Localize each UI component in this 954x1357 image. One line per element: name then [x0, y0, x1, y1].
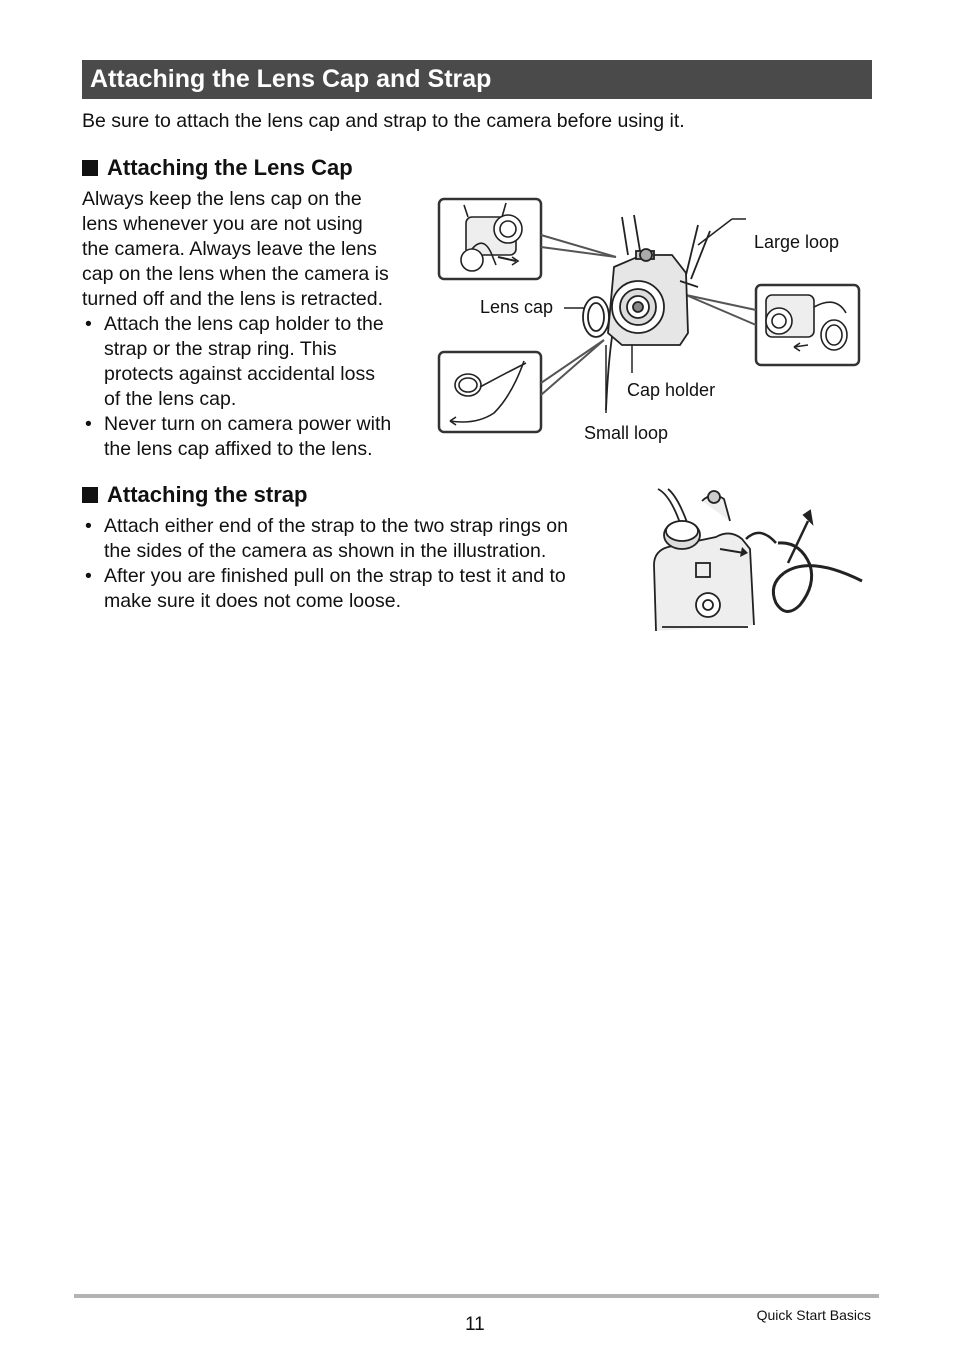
- bullet-line: • Never turn on camera power with: [104, 413, 392, 435]
- callout-cap-holder: Cap holder: [627, 380, 716, 400]
- bullet-line: • Attach the lens cap holder to the: [104, 313, 384, 335]
- bullet-line: • After you are finished pull on the strap to test it and to: [104, 565, 566, 587]
- page-number: 11: [465, 1314, 485, 1335]
- strap-bullets: [82, 514, 568, 614]
- section-title-bar: [82, 60, 872, 99]
- paragraph-line: cap on the lens when the camera is: [82, 263, 389, 285]
- square-bullet-icon: [82, 487, 98, 503]
- square-bullet-icon: [82, 160, 98, 176]
- list-item: [82, 312, 391, 412]
- bullet-line: the lens cap affixed to the lens.: [104, 438, 373, 460]
- paragraph-line: lens whenever you are not using: [82, 213, 363, 235]
- lens-cap-paragraph: [82, 187, 389, 312]
- callout-small-loop: Small loop: [584, 423, 669, 443]
- strap-heading: [82, 482, 307, 508]
- lens-cap-heading-text: Attaching the Lens Cap: [107, 155, 353, 180]
- bullet-line: strap or the strap ring. This: [104, 338, 337, 360]
- intro-text: Be sure to attach the lens cap and strap to the camera before using it.: [82, 110, 685, 132]
- callout-large-loop: Large loop: [754, 232, 840, 252]
- list-item: [82, 412, 391, 462]
- bullet-line: • Attach either end of the strap to the two strap rings on: [104, 515, 568, 537]
- footer-section-label: Quick Start Basics: [756, 1307, 871, 1323]
- paragraph-line: the camera. Always leave the lens: [82, 238, 377, 260]
- bullet-line: make sure it does not come loose.: [104, 590, 401, 612]
- footer-rule: [74, 1294, 879, 1298]
- strap-heading-text: Attaching the strap: [107, 482, 308, 507]
- list-item: [82, 514, 568, 564]
- list-item: [82, 564, 568, 614]
- callout-lens-cap: Lens cap: [480, 297, 554, 317]
- bullet-line: of the lens cap.: [104, 388, 237, 410]
- lens-cap-bullets: [82, 312, 391, 462]
- paragraph-line: turned off and the lens is retracted.: [82, 288, 383, 310]
- bullet-line: protects against accidental loss: [104, 363, 375, 385]
- paragraph-line: Always keep the lens cap on the: [82, 188, 362, 210]
- bullet-line: the sides of the camera as shown in the illustration.: [104, 540, 547, 562]
- strap-illustration: [650, 485, 868, 633]
- lens-cap-heading: [82, 155, 353, 181]
- section-title: Attaching the Lens Cap and Strap: [90, 65, 492, 93]
